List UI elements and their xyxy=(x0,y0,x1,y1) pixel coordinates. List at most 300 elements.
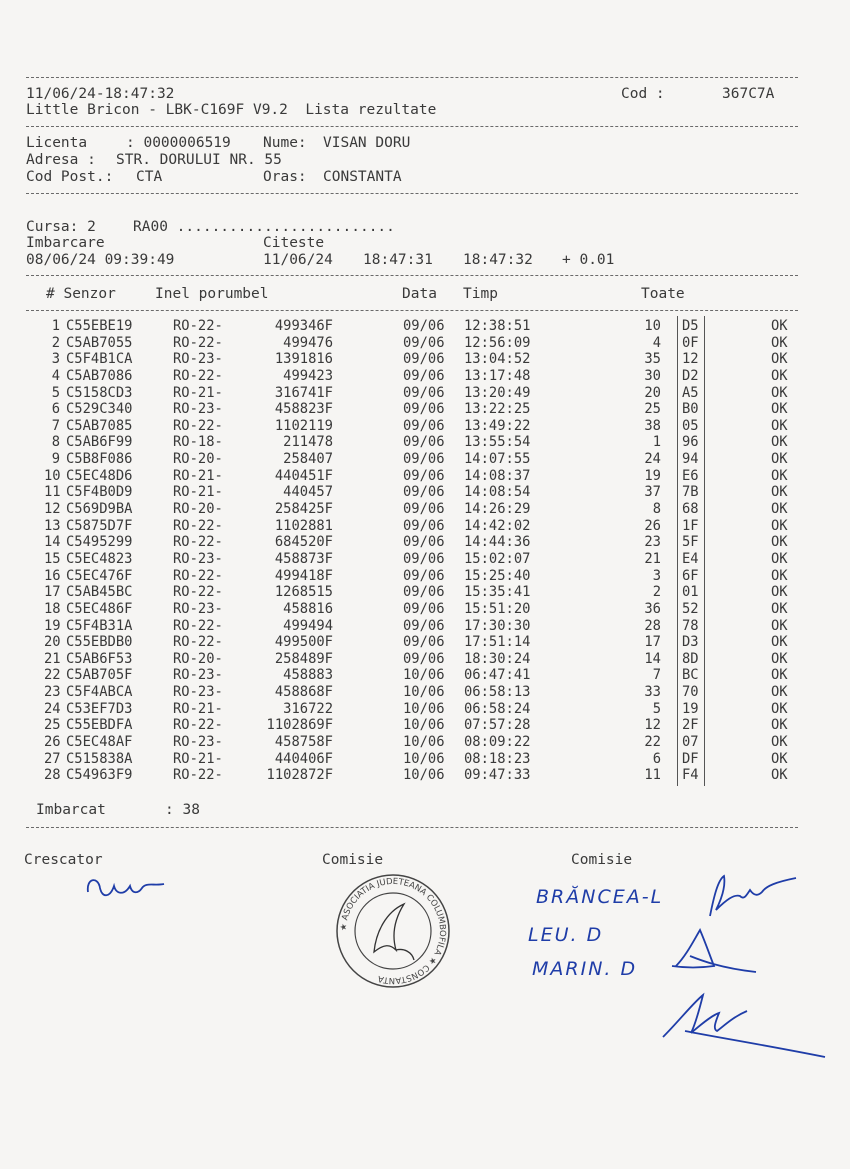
citeste-date: 11/06/24 xyxy=(263,252,333,268)
toate-cell: 4 xyxy=(652,334,661,351)
table-row xyxy=(0,717,850,734)
inel-prefix-cell: RO-18- xyxy=(173,434,223,451)
hex-cell: 5F xyxy=(682,534,699,551)
timp-cell: 12:56:09 xyxy=(464,334,531,351)
data-cell: 09/06 xyxy=(403,367,445,384)
senzor-cell: C5F4B1CA xyxy=(66,351,133,368)
table-row xyxy=(0,335,850,352)
senzor-cell: C5EC4823 xyxy=(66,550,133,567)
status-cell: OK xyxy=(771,501,788,518)
data-cell: 09/06 xyxy=(403,384,445,401)
inel-number-cell: 458823F xyxy=(274,401,333,418)
crescator-signature xyxy=(80,868,180,908)
inel-number-cell: 258407 xyxy=(283,451,333,468)
status-cell: OK xyxy=(771,667,788,684)
status-cell: OK xyxy=(771,517,788,534)
inel-number-cell: 1268515 xyxy=(274,584,333,601)
status-cell: OK xyxy=(771,617,788,634)
col-header-timp: Timp xyxy=(463,286,498,302)
timp-cell: 07:57:28 xyxy=(464,717,531,734)
inel-number-cell: 499476 xyxy=(283,334,333,351)
hex-cell: 07 xyxy=(682,734,699,750)
senzor-cell: C5EC48AF xyxy=(66,734,133,750)
inel-number-cell: 499346F xyxy=(274,318,333,334)
status-cell: OK xyxy=(771,401,788,418)
senzor-cell: C5B8F086 xyxy=(66,451,133,468)
table-row xyxy=(0,468,850,485)
timp-cell: 13:20:49 xyxy=(464,384,531,401)
commission-name-2: LEU. D xyxy=(528,924,604,946)
timp-cell: 09:47:33 xyxy=(464,767,531,784)
imbarcat-label: Imbarcat xyxy=(36,802,106,818)
table-row xyxy=(0,584,850,601)
row-index: 18 xyxy=(44,600,61,617)
inel-number-cell: 316722 xyxy=(283,700,333,717)
senzor-cell: C5EC476F xyxy=(66,567,133,584)
inel-prefix-cell: RO-23- xyxy=(173,684,223,701)
citeste-label: Citeste xyxy=(263,235,325,251)
toate-cell: 2 xyxy=(652,584,661,601)
senzor-cell: C569D9BA xyxy=(66,501,133,518)
inel-prefix-cell: RO-23- xyxy=(173,600,223,617)
timp-cell: 15:02:07 xyxy=(464,550,531,567)
inel-prefix-cell: RO-21- xyxy=(173,467,223,484)
codpost-label: Cod Post.: xyxy=(26,169,114,185)
row-index: 16 xyxy=(44,567,61,584)
crescator-label: Crescator xyxy=(24,852,103,868)
data-cell: 10/06 xyxy=(403,684,445,701)
timp-cell: 08:09:22 xyxy=(464,734,531,750)
toate-cell: 30 xyxy=(644,367,661,384)
commission-signature-1 xyxy=(700,866,810,926)
toate-cell: 12 xyxy=(644,717,661,734)
data-cell: 09/06 xyxy=(403,434,445,451)
licenta-label: Licenta xyxy=(26,135,88,151)
data-cell: 09/06 xyxy=(403,634,445,651)
divider xyxy=(26,827,798,828)
toate-cell: 33 xyxy=(644,684,661,701)
inel-prefix-cell: RO-22- xyxy=(173,767,223,784)
divider xyxy=(26,77,798,78)
row-index: 7 xyxy=(51,417,60,434)
row-index: 24 xyxy=(44,700,61,717)
status-cell: OK xyxy=(771,417,788,434)
inel-prefix-cell: RO-20- xyxy=(173,650,223,667)
inel-prefix-cell: RO-22- xyxy=(173,717,223,734)
row-index: 19 xyxy=(44,617,61,634)
data-cell: 09/06 xyxy=(403,617,445,634)
timp-cell: 18:30:24 xyxy=(464,650,531,667)
row-index: 15 xyxy=(44,550,61,567)
status-cell: OK xyxy=(771,384,788,401)
hex-cell: 0F xyxy=(682,334,699,351)
nume-label: Nume: xyxy=(263,135,307,151)
timp-cell: 14:26:29 xyxy=(464,501,531,518)
timp-cell: 13:49:22 xyxy=(464,417,531,434)
table-row xyxy=(0,667,850,684)
inel-prefix-cell: RO-22- xyxy=(173,517,223,534)
table-row xyxy=(0,451,850,468)
codpost-value: CTA xyxy=(136,169,163,185)
status-cell: OK xyxy=(771,750,788,767)
row-index: 25 xyxy=(44,717,61,734)
inel-prefix-cell: RO-23- xyxy=(173,550,223,567)
hex-cell: B0 xyxy=(682,401,699,418)
table-row xyxy=(0,418,850,435)
row-index: 2 xyxy=(51,334,60,351)
status-cell: OK xyxy=(771,351,788,368)
toate-cell: 21 xyxy=(644,550,661,567)
senzor-cell: C5AB7055 xyxy=(66,334,133,351)
senzor-cell: C5158CD3 xyxy=(66,384,133,401)
status-cell: OK xyxy=(771,700,788,717)
inel-number-cell: 1102872F xyxy=(266,767,333,784)
hex-cell: 05 xyxy=(682,417,699,434)
association-stamp xyxy=(334,872,452,990)
hex-cell: BC xyxy=(682,667,699,684)
status-cell: OK xyxy=(771,318,788,334)
hex-cell: D2 xyxy=(682,367,699,384)
status-cell: OK xyxy=(771,467,788,484)
senzor-cell: C5F4B0D9 xyxy=(66,484,133,501)
senzor-cell: C5495299 xyxy=(66,534,133,551)
table-row xyxy=(0,484,850,501)
timp-cell: 15:35:41 xyxy=(464,584,531,601)
page-title: Little Bricon - LBK-C169F V9.2 Lista rezultate xyxy=(26,102,437,118)
inel-prefix-cell: RO-23- xyxy=(173,401,223,418)
divider xyxy=(26,275,798,276)
citeste-time-1: 18:47:31 xyxy=(363,252,433,268)
hex-cell: 94 xyxy=(682,451,699,468)
inel-number-cell: 458883 xyxy=(283,667,333,684)
table-row xyxy=(0,684,850,701)
licenta-value: : 0000006519 xyxy=(126,135,231,151)
data-cell: 09/06 xyxy=(403,584,445,601)
status-cell: OK xyxy=(771,734,788,750)
data-cell: 09/06 xyxy=(403,417,445,434)
inel-number-cell: 458868F xyxy=(274,684,333,701)
inel-prefix-cell: RO-21- xyxy=(173,484,223,501)
imbarcat-value: : 38 xyxy=(165,802,200,818)
row-index: 11 xyxy=(44,484,61,501)
row-index: 14 xyxy=(44,534,61,551)
senzor-cell: C53EF7D3 xyxy=(66,700,133,717)
senzor-cell: C529C340 xyxy=(66,401,133,418)
inel-prefix-cell: RO-23- xyxy=(173,734,223,750)
hex-cell: DF xyxy=(682,750,699,767)
toate-cell: 1 xyxy=(652,434,661,451)
inel-number-cell: 1391816 xyxy=(274,351,333,368)
toate-cell: 24 xyxy=(644,451,661,468)
print-datetime: 11/06/24-18:47:32 xyxy=(26,86,175,102)
status-cell: OK xyxy=(771,434,788,451)
hex-cell: 2F xyxy=(682,717,699,734)
toate-cell: 28 xyxy=(644,617,661,634)
inel-number-cell: 440457 xyxy=(283,484,333,501)
table-row xyxy=(0,534,850,551)
citeste-time-2: 18:47:32 xyxy=(463,252,533,268)
data-cell: 09/06 xyxy=(403,550,445,567)
table-row xyxy=(0,501,850,518)
timp-cell: 13:22:25 xyxy=(464,401,531,418)
inel-prefix-cell: RO-21- xyxy=(173,384,223,401)
table-row xyxy=(0,751,850,768)
status-cell: OK xyxy=(771,334,788,351)
inel-prefix-cell: RO-22- xyxy=(173,417,223,434)
senzor-cell: C5F4ABCA xyxy=(66,684,133,701)
data-cell: 09/06 xyxy=(403,451,445,468)
data-cell: 09/06 xyxy=(403,401,445,418)
inel-number-cell: 499494 xyxy=(283,617,333,634)
inel-number-cell: 258425F xyxy=(274,501,333,518)
col-header-data: Data xyxy=(402,286,437,302)
toate-cell: 38 xyxy=(644,417,661,434)
inel-number-cell: 458816 xyxy=(283,600,333,617)
divider xyxy=(26,310,798,311)
cursa-label: Cursa: 2 xyxy=(26,219,96,235)
row-index: 12 xyxy=(44,501,61,518)
row-index: 10 xyxy=(44,467,61,484)
imbarcare-label: Imbarcare xyxy=(26,235,105,251)
toate-cell: 5 xyxy=(652,700,661,717)
inel-prefix-cell: RO-20- xyxy=(173,451,223,468)
hex-cell: 68 xyxy=(682,501,699,518)
divider xyxy=(26,193,798,194)
senzor-cell: C5AB6F99 xyxy=(66,434,133,451)
table-row xyxy=(0,601,850,618)
hex-cell: 78 xyxy=(682,617,699,634)
toate-cell: 10 xyxy=(644,318,661,334)
table-row xyxy=(0,385,850,402)
data-cell: 09/06 xyxy=(403,334,445,351)
comisie-label-2: Comisie xyxy=(571,852,633,868)
status-cell: OK xyxy=(771,367,788,384)
inel-prefix-cell: RO-21- xyxy=(173,750,223,767)
senzor-cell: C5AB7085 xyxy=(66,417,133,434)
column-rule xyxy=(677,316,678,786)
inel-prefix-cell: RO-23- xyxy=(173,667,223,684)
inel-prefix-cell: RO-22- xyxy=(173,567,223,584)
toate-cell: 11 xyxy=(644,767,661,784)
toate-cell: 14 xyxy=(644,650,661,667)
toate-cell: 22 xyxy=(644,734,661,750)
cursa-code: RA00 ......................... xyxy=(133,219,395,235)
table-row xyxy=(0,734,850,751)
column-rule xyxy=(704,316,705,786)
status-cell: OK xyxy=(771,767,788,784)
commission-name-3: MARIN. D xyxy=(532,958,638,980)
hex-cell: E6 xyxy=(682,467,699,484)
hex-cell: 12 xyxy=(682,351,699,368)
senzor-cell: C5F4B31A xyxy=(66,617,133,634)
timp-cell: 13:55:54 xyxy=(464,434,531,451)
table-row xyxy=(0,651,850,668)
toate-cell: 3 xyxy=(652,567,661,584)
senzor-cell: C5AB6F53 xyxy=(66,650,133,667)
row-index: 22 xyxy=(44,667,61,684)
toate-cell: 6 xyxy=(652,750,661,767)
inel-number-cell: 440406F xyxy=(274,750,333,767)
senzor-cell: C5AB45BC xyxy=(66,584,133,601)
row-index: 5 xyxy=(51,384,60,401)
hex-cell: 8D xyxy=(682,650,699,667)
inel-prefix-cell: RO-22- xyxy=(173,584,223,601)
hex-cell: 01 xyxy=(682,584,699,601)
timp-cell: 14:08:37 xyxy=(464,467,531,484)
nume-value: VISAN DORU xyxy=(323,135,411,151)
data-cell: 09/06 xyxy=(403,484,445,501)
inel-number-cell: 258489F xyxy=(274,650,333,667)
row-index: 13 xyxy=(44,517,61,534)
oras-label: Oras: xyxy=(263,169,307,185)
row-index: 3 xyxy=(51,351,60,368)
inel-prefix-cell: RO-23- xyxy=(173,351,223,368)
table-row xyxy=(0,401,850,418)
timp-cell: 06:58:13 xyxy=(464,684,531,701)
toate-cell: 26 xyxy=(644,517,661,534)
toate-cell: 17 xyxy=(644,634,661,651)
stamp-text: ★ ASOCIATIA JUDETEANA COLUMBOFILA ★ CONSTANTA xyxy=(338,876,448,986)
table-row xyxy=(0,518,850,535)
inel-number-cell: 684520F xyxy=(274,534,333,551)
timp-cell: 12:38:51 xyxy=(464,318,531,334)
commission-name-1: BRĂNCEA-L xyxy=(536,886,664,908)
inel-prefix-cell: RO-21- xyxy=(173,700,223,717)
senzor-cell: C5EC486F xyxy=(66,600,133,617)
citeste-diff: + 0.01 xyxy=(562,252,615,268)
inel-number-cell: 499500F xyxy=(274,634,333,651)
inel-prefix-cell: RO-20- xyxy=(173,501,223,518)
inel-number-cell: 1102869F xyxy=(266,717,333,734)
row-index: 21 xyxy=(44,650,61,667)
commission-signature-2 xyxy=(660,922,770,982)
senzor-cell: C5875D7F xyxy=(66,517,133,534)
row-index: 17 xyxy=(44,584,61,601)
status-cell: OK xyxy=(771,451,788,468)
adresa-label: Adresa : xyxy=(26,152,96,168)
row-index: 6 xyxy=(51,401,60,418)
toate-cell: 19 xyxy=(644,467,661,484)
data-cell: 09/06 xyxy=(403,318,445,334)
inel-number-cell: 211478 xyxy=(283,434,333,451)
timp-cell: 14:44:36 xyxy=(464,534,531,551)
status-cell: OK xyxy=(771,584,788,601)
inel-number-cell: 1102881 xyxy=(274,517,333,534)
toate-cell: 8 xyxy=(652,501,661,518)
senzor-cell: C54963F9 xyxy=(66,767,133,784)
hex-cell: D5 xyxy=(682,318,699,334)
toate-cell: 23 xyxy=(644,534,661,551)
timp-cell: 14:07:55 xyxy=(464,451,531,468)
row-index: 23 xyxy=(44,684,61,701)
hex-cell: 96 xyxy=(682,434,699,451)
inel-prefix-cell: RO-22- xyxy=(173,367,223,384)
table-row xyxy=(0,318,850,335)
timp-cell: 14:08:54 xyxy=(464,484,531,501)
row-index: 26 xyxy=(44,734,61,750)
data-cell: 09/06 xyxy=(403,650,445,667)
hex-cell: E4 xyxy=(682,550,699,567)
table-row xyxy=(0,634,850,651)
commission-signature-3 xyxy=(655,985,830,1065)
data-cell: 10/06 xyxy=(403,750,445,767)
senzor-cell: C55EBE19 xyxy=(66,318,133,334)
table-row xyxy=(0,434,850,451)
hex-cell: 52 xyxy=(682,600,699,617)
col-header-senzor: # Senzor xyxy=(46,286,116,302)
oras-value: CONSTANTA xyxy=(323,169,402,185)
toate-cell: 35 xyxy=(644,351,661,368)
data-cell: 09/06 xyxy=(403,517,445,534)
toate-cell: 25 xyxy=(644,401,661,418)
table-row xyxy=(0,618,850,635)
table-row xyxy=(0,568,850,585)
row-index: 27 xyxy=(44,750,61,767)
data-cell: 10/06 xyxy=(403,767,445,784)
table-row xyxy=(0,767,850,784)
inel-number-cell: 458758F xyxy=(274,734,333,750)
imbarcare-value: 08/06/24 09:39:49 xyxy=(26,252,175,268)
toate-cell: 20 xyxy=(644,384,661,401)
senzor-cell: C55EBDFA xyxy=(66,717,133,734)
cod-value: 367C7A xyxy=(722,86,775,102)
col-header-inel: Inel porumbel xyxy=(155,286,269,302)
timp-cell: 15:51:20 xyxy=(464,600,531,617)
inel-number-cell: 499423 xyxy=(283,367,333,384)
status-cell: OK xyxy=(771,634,788,651)
inel-number-cell: 1102119 xyxy=(274,417,333,434)
status-cell: OK xyxy=(771,650,788,667)
inel-number-cell: 499418F xyxy=(274,567,333,584)
status-cell: OK xyxy=(771,600,788,617)
hex-cell: 19 xyxy=(682,700,699,717)
timp-cell: 14:42:02 xyxy=(464,517,531,534)
data-cell: 10/06 xyxy=(403,667,445,684)
timp-cell: 06:47:41 xyxy=(464,667,531,684)
col-header-toate: Toate xyxy=(641,286,685,302)
hex-cell: 6F xyxy=(682,567,699,584)
inel-number-cell: 440451F xyxy=(274,467,333,484)
row-index: 20 xyxy=(44,634,61,651)
adresa-value: STR. DORULUI NR. 55 xyxy=(116,152,282,168)
status-cell: OK xyxy=(771,484,788,501)
table-row xyxy=(0,701,850,718)
inel-prefix-cell: RO-22- xyxy=(173,534,223,551)
inel-number-cell: 316741F xyxy=(274,384,333,401)
data-cell: 10/06 xyxy=(403,734,445,750)
table-row xyxy=(0,351,850,368)
timp-cell: 08:18:23 xyxy=(464,750,531,767)
timp-cell: 13:04:52 xyxy=(464,351,531,368)
data-cell: 09/06 xyxy=(403,600,445,617)
toate-cell: 7 xyxy=(652,667,661,684)
senzor-cell: C5EC48D6 xyxy=(66,467,133,484)
row-index: 8 xyxy=(51,434,60,451)
data-cell: 10/06 xyxy=(403,717,445,734)
timp-cell: 06:58:24 xyxy=(464,700,531,717)
timp-cell: 17:51:14 xyxy=(464,634,531,651)
row-index: 1 xyxy=(51,318,60,334)
hex-cell: 1F xyxy=(682,517,699,534)
timp-cell: 13:17:48 xyxy=(464,367,531,384)
inel-prefix-cell: RO-22- xyxy=(173,617,223,634)
data-cell: 09/06 xyxy=(403,467,445,484)
table-row xyxy=(0,551,850,568)
hex-cell: F4 xyxy=(682,767,699,784)
senzor-cell: C5AB705F xyxy=(66,667,133,684)
data-cell: 10/06 xyxy=(403,700,445,717)
status-cell: OK xyxy=(771,684,788,701)
